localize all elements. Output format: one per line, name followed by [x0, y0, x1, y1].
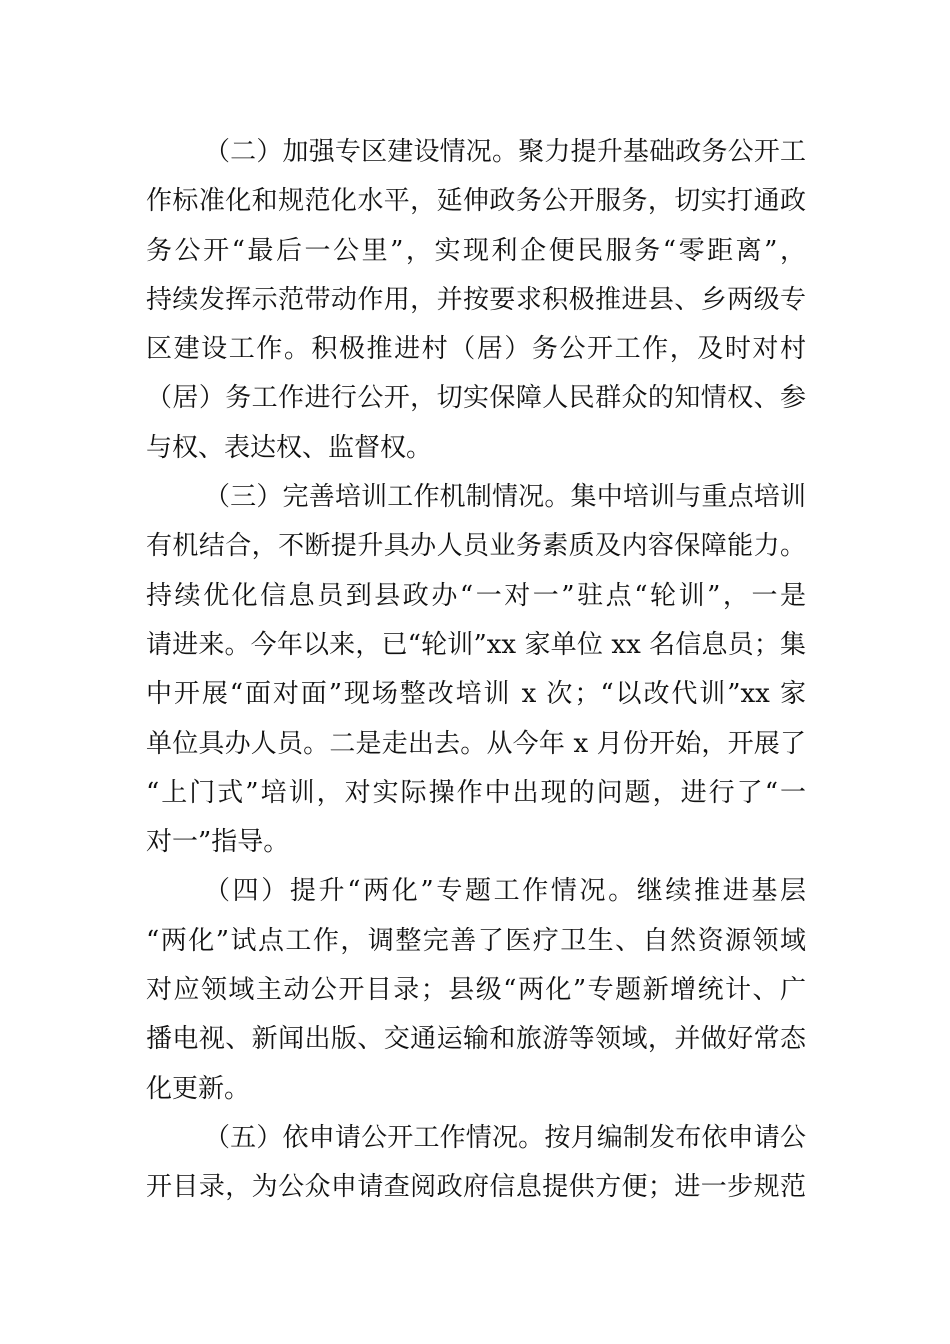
paragraph-line: 化更新。	[146, 1073, 251, 1104]
paragraph-line: 请进来。今年以来，已“轮训”xx 家单位 xx 名信息员；集	[146, 629, 806, 660]
paragraph-line: 作标准化和规范化水平，延伸政务公开服务，切实打通政	[146, 186, 806, 217]
paragraph-line: （三）完善培训工作机制情况。集中培训与重点培训	[204, 482, 806, 513]
paragraph-line: （居）务工作进行公开，切实保障人民群众的知情权、参	[146, 383, 806, 414]
paragraph-section-4	[146, 867, 806, 1113]
paragraph-line: （四）提升“两化”专题工作情况。继续推进基层	[204, 876, 806, 907]
paragraph-line: 务公开“最后一公里”，实现利企便民服务“零距离”，	[146, 235, 806, 266]
document-body	[146, 128, 806, 1213]
paragraph-line: 开目录，为公众申请查阅政府信息提供方便；进一步规范	[146, 1172, 806, 1203]
paragraph-line: （五）依申请公开工作情况。按月编制发布依申请公	[204, 1122, 806, 1153]
paragraph-line: 持续优化信息员到县政办“一对一”驻点“轮训”，一是	[146, 580, 806, 611]
paragraph-line: 中开展“面对面”现场整改培训 x 次；“以改代训”xx 家	[146, 679, 806, 710]
paragraph-section-3	[146, 473, 806, 867]
paragraph-line: 与权、表达权、监督权。	[146, 432, 433, 463]
paragraph-line: “上门式”培训，对实际操作中出现的问题，进行了“一	[146, 777, 806, 808]
paragraph-line: 播电视、新闻出版、交通运输和旅游等领域，并做好常态	[146, 1024, 806, 1055]
paragraph-line: （二）加强专区建设情况。聚力提升基础政务公开工	[204, 137, 806, 167]
paragraph-line: 有机结合，不断提升具办人员业务素质及内容保障能力。	[146, 531, 806, 562]
paragraph-line: “两化”试点工作，调整完善了医疗卫生、自然资源领域	[146, 925, 806, 956]
paragraph-line: 单位具办人员。二是走出去。从今年 x 月份开始，开展了	[146, 728, 806, 759]
paragraph-line: 区建设工作。积极推进村（居）务公开工作，及时对村	[146, 334, 806, 365]
paragraph-line: 对一”指导。	[146, 827, 290, 858]
paragraph-section-5	[146, 1114, 806, 1213]
paragraph-section-2	[146, 128, 806, 473]
paragraph-line: 对应领域主动公开目录；县级“两化”专题新增统计、广	[146, 975, 806, 1006]
paragraph-line: 持续发挥示范带动作用，并按要求积极推进县、乡两级专	[146, 284, 806, 315]
